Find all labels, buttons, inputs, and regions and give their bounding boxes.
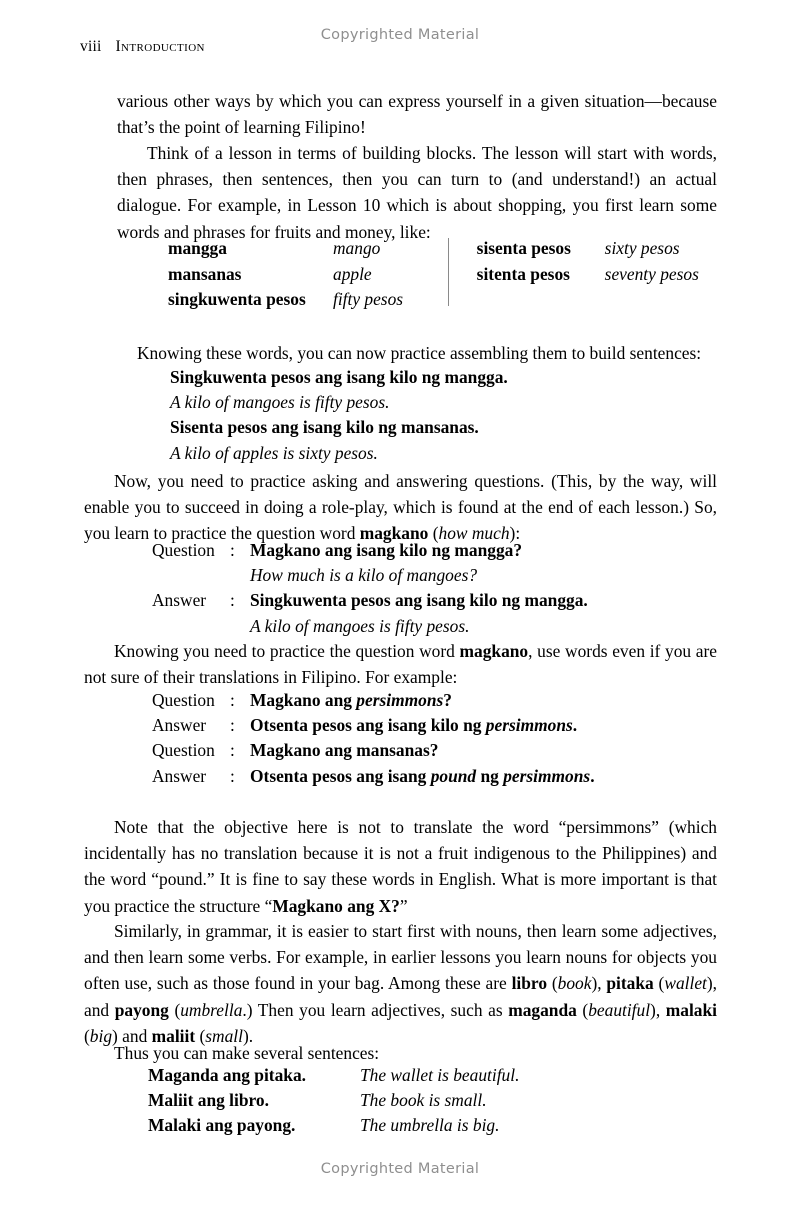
paragraph-text: various other ways by which you can express yourself in a given situation—because that’s the point of learning Filipino! [117, 91, 717, 138]
vocabulary-gloss: fifty pesos [333, 289, 404, 309]
paragraph-note-objective [84, 814, 717, 919]
qa-text-italic: pound [430, 765, 477, 786]
qa-row [152, 588, 588, 613]
qa-row [152, 764, 595, 789]
vocabulary-column-left [168, 236, 439, 313]
qa-text [250, 764, 595, 789]
paragraph-text: , use words even if you are not sure of their translations in Filipino. For example: [84, 641, 717, 688]
qa-block-mangoes [152, 538, 588, 639]
qa-text-pre2: ng [476, 765, 504, 786]
paragraph-text: ), and [84, 973, 718, 1020]
structure-magkano-ang-x: Magkano ang X? [272, 895, 400, 916]
keyword-libro: libro [511, 973, 548, 994]
paragraph-practice-questions [84, 468, 717, 547]
qa-block-persimmons [152, 688, 595, 789]
paragraph-text: ( [195, 1025, 206, 1046]
paragraph-continuation [117, 88, 717, 140]
keyword-magkano: magkano [459, 641, 529, 661]
sentence-pair-filipino: Malaki ang payong. [148, 1115, 296, 1136]
qa-row [152, 738, 595, 763]
sentence-pair-english: The wallet is beautiful. [360, 1065, 520, 1085]
qa-text [250, 688, 452, 713]
paragraph-grammar-nouns [84, 918, 717, 1049]
qa-row [152, 614, 588, 639]
qa-label: Question [152, 540, 215, 560]
qa-text-post: ? [443, 690, 452, 710]
paragraph-text: ( [547, 973, 558, 994]
vocabulary-gloss: seventy pesos [604, 263, 699, 284]
keyword-malaki: malaki [665, 999, 717, 1020]
paragraph-text: Think of a lesson in terms of building blocks. The lesson will start with words, then phrases, then sentences, then you can turn to (and understand!) an actual dialogue. For example, in Lesson 10 which is about shopping, you first learn some words and phrases for fruits and money, like: [117, 143, 717, 242]
paragraph-text: Knowing you need to practice the question word [114, 641, 460, 661]
qa-text [250, 713, 577, 738]
qa-label: Question [152, 740, 215, 761]
paragraph-text: ( [428, 523, 439, 544]
qa-text-pre: Otsenta pesos ang isang [250, 765, 431, 786]
qa-label: Question [152, 690, 215, 710]
qa-colon: : [230, 540, 235, 560]
qa-colon: : [230, 740, 235, 761]
sentence-pair-filipino: Maganda ang pitaka. [148, 1065, 307, 1085]
qa-text-post2: . [590, 765, 595, 786]
vocabulary-term: sisenta pesos [476, 238, 571, 258]
gloss-small: small [205, 1025, 243, 1046]
qa-text-italic2: persimmons [503, 765, 591, 786]
qa-colon: : [230, 590, 235, 611]
qa-text-pre: Magkano ang [250, 690, 357, 710]
qa-label: Answer [152, 590, 207, 611]
gloss-big: big [89, 1025, 113, 1046]
gloss-how-much: how much [438, 523, 510, 544]
page-folio: viii [80, 38, 102, 55]
qa-text: A kilo of mangoes is fifty pesos. [250, 615, 470, 636]
sentence-pair-english: The umbrella is big. [360, 1115, 500, 1136]
vocabulary-gloss: mango [333, 238, 381, 258]
qa-text-post: . [572, 715, 578, 736]
qa-colon: : [230, 765, 235, 786]
paragraph-text: Knowing these words, you can now practice assembling them to build sentences: [137, 343, 702, 363]
chapter-title: Introduction [115, 38, 205, 55]
paragraph-text: ), [650, 999, 666, 1020]
qa-row [152, 688, 595, 713]
qa-text-pre: Magkano ang mansanas? [250, 740, 439, 761]
vocabulary-column-right [439, 236, 728, 313]
qa-row [152, 538, 588, 563]
paragraph-text: ) and [112, 1025, 152, 1046]
gloss-book: book [557, 973, 592, 994]
sentence-pair-filipino: Maliit ang libro. [148, 1090, 269, 1111]
qa-row [152, 563, 588, 588]
example-sentence-english: A kilo of mangoes is fifty pesos. [170, 392, 390, 413]
keyword-pitaka: pitaka [606, 973, 654, 994]
keyword-maganda: maganda [508, 999, 577, 1020]
vocabulary-term: mansanas [168, 263, 242, 284]
example-sentence-filipino: Sisenta pesos ang isang kilo ng mansanas. [170, 417, 479, 438]
qa-colon: : [230, 715, 235, 736]
running-head [80, 38, 205, 56]
paragraph-building-blocks [117, 140, 717, 245]
vocabulary-divider [448, 238, 449, 306]
sentence-pair-table [148, 1063, 519, 1139]
example-sentence-english: A kilo of apples is sixty pesos. [170, 442, 378, 463]
watermark-top: Copyrighted Material [320, 27, 480, 43]
qa-label: Answer [152, 765, 207, 786]
qa-text-italic: persimmons [356, 690, 444, 710]
paragraph-text: ” [399, 895, 408, 916]
paragraph-text: Similarly, in grammar, it is easier to start first with nouns, then learn some adjectives, and then learn some verbs. For example, in earlier lessons you learn nouns for objects you often use, such as those found in your bag. Among these are [84, 921, 717, 994]
qa-colon: : [230, 690, 235, 710]
paragraph-use-words [84, 638, 717, 690]
paragraph-text: ): [509, 523, 521, 544]
qa-text-italic: persimmons [485, 715, 573, 736]
keyword-magkano: magkano [359, 523, 429, 544]
paragraph-text: Now, you need to practice asking and answering questions. (This, by the way, will enable you to succeed in doing a role-play, which is found at the end of each lesson.) So, you learn to practice the question word [84, 471, 717, 544]
gloss-umbrella: umbrella [180, 999, 243, 1020]
vocabulary-term: mangga [168, 238, 227, 258]
example-sentence-filipino: Singkuwenta pesos ang isang kilo ng mangga. [170, 367, 508, 387]
paragraph-text: ), [591, 973, 607, 994]
qa-label: Answer [152, 715, 207, 736]
qa-text: How much is a kilo of mangoes? [250, 565, 478, 586]
vocabulary-term: sitenta pesos [476, 263, 570, 284]
keyword-maliit: maliit [151, 1025, 196, 1046]
qa-text [250, 738, 438, 763]
qa-text: Magkano ang isang kilo ng mangga? [250, 540, 523, 560]
qa-text-pre: Otsenta pesos ang isang kilo ng [250, 715, 486, 736]
paragraph-text: ( [168, 999, 181, 1020]
paragraph-text: Thus you can make several sentences: [114, 1043, 380, 1063]
gloss-beautiful: beautiful [588, 999, 651, 1020]
paragraph-text: ( [84, 1025, 90, 1046]
sentence-pair-english: The book is small. [360, 1090, 487, 1111]
paragraph-text: ). [242, 1025, 254, 1046]
paragraph-text: ( [653, 973, 665, 994]
paragraph-text: ( [576, 999, 589, 1020]
vocabulary-term: singkuwenta pesos [168, 289, 306, 309]
keyword-payong: payong [114, 999, 169, 1020]
vocabulary-gloss: sixty pesos [604, 238, 680, 258]
paragraph-text: Note that the objective here is not to translate the word “persimmons” (which incidentally has no translation because it is not a fruit indigenous to the Philippines) and the word “pound.” It is fine to say these words in English. What is more important is that you practice the structure “ [84, 817, 717, 916]
paragraph-knowing-words [137, 340, 717, 366]
example-sentence-list [170, 365, 508, 466]
qa-row [152, 713, 595, 738]
vocabulary-gloss: apple [333, 263, 372, 284]
watermark-bottom: Copyrighted Material [320, 1161, 480, 1177]
qa-text: Singkuwenta pesos ang isang kilo ng mangga. [250, 590, 588, 611]
paragraph-text: .) Then you learn adjectives, such as [242, 999, 509, 1020]
gloss-wallet: wallet [664, 973, 707, 994]
